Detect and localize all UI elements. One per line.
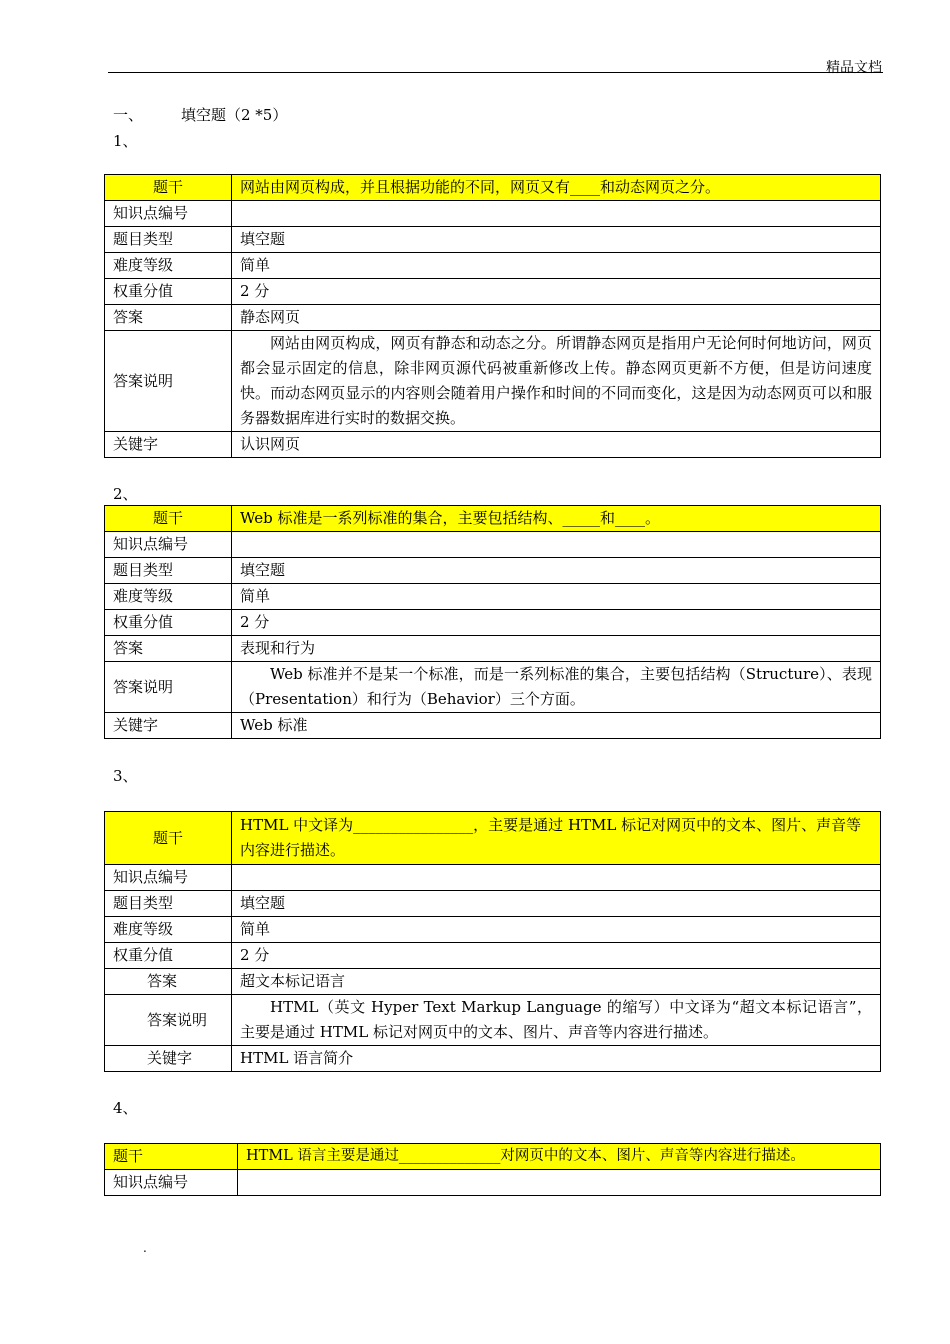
table-row	[105, 662, 881, 713]
row-label: 答案说明	[105, 995, 232, 1046]
row-value: 简单	[232, 253, 881, 279]
row-label: 关键字	[105, 1046, 232, 1072]
row-label: 答案	[105, 636, 232, 662]
table-row	[105, 305, 881, 331]
row-label: 题干	[105, 1144, 238, 1170]
row-value: 填空题	[232, 227, 881, 253]
question-table	[104, 811, 881, 1072]
row-label: 关键字	[105, 432, 232, 458]
header-rule	[108, 72, 883, 73]
table-row	[105, 995, 881, 1046]
row-value: 超文本标记语言	[232, 969, 881, 995]
row-label: 题目类型	[105, 558, 232, 584]
stem-text: HTML 语言主要是通过______________对网页中的文本、图片、声音等内容进行描述。	[238, 1144, 881, 1170]
row-value: HTML 语言简介	[232, 1046, 881, 1072]
question-table	[104, 1143, 881, 1196]
table-row	[105, 558, 881, 584]
row-label: 难度等级	[105, 253, 232, 279]
question-table	[104, 505, 881, 739]
stem-row	[105, 506, 881, 532]
row-label: 权重分值	[105, 943, 232, 969]
question-number: 1、	[113, 132, 138, 150]
question-number: 2、	[113, 485, 138, 503]
table-row	[105, 1046, 881, 1072]
stem-text: 网站由网页构成，并且根据功能的不同，网页又有____和动态网页之分。	[232, 175, 881, 201]
row-label: 权重分值	[105, 279, 232, 305]
row-label: 难度等级	[105, 917, 232, 943]
row-value: 2 分	[232, 610, 881, 636]
table-row	[105, 865, 881, 891]
stem-row	[105, 1144, 881, 1170]
row-value: 认识网页	[232, 432, 881, 458]
question-table	[104, 174, 881, 458]
row-value	[232, 865, 881, 891]
table-row	[105, 1170, 881, 1196]
row-label: 题目类型	[105, 227, 232, 253]
table-row	[105, 253, 881, 279]
row-label: 知识点编号	[105, 1170, 238, 1196]
table-row	[105, 969, 881, 995]
table-row	[105, 584, 881, 610]
table-row	[105, 713, 881, 739]
row-value: 填空题	[232, 891, 881, 917]
row-value	[238, 1170, 881, 1196]
question-number: 4、	[113, 1099, 138, 1117]
row-label: 题目类型	[105, 891, 232, 917]
row-label: 答案说明	[105, 662, 232, 713]
row-label: 题干	[105, 812, 232, 865]
table-row	[105, 279, 881, 305]
row-value: 2 分	[232, 943, 881, 969]
page-header-text: 精品文档	[826, 60, 882, 76]
stem-text: HTML 中文译为________________，主要是通过 HTML 标记对网页中的文本、图片、声音等内容进行描述。	[232, 812, 881, 865]
table-row	[105, 636, 881, 662]
row-value: 网站由网页构成，网页有静态和动态之分。所谓静态网页是指用户无论何时何地访问，网页都会显示固定的信息，除非网页源代码被重新修改上传。静态网页更新不方便，但是访问速度快。而动态网页显示的内容则会随着用户操作和时间的不同而变化，这是因为动态网页可以和服务器数据库进行实时的数据交换。	[232, 331, 881, 432]
footer-dot: .	[143, 1241, 147, 1255]
row-value: Web 标准	[232, 713, 881, 739]
row-value: 表现和行为	[232, 636, 881, 662]
row-label: 知识点编号	[105, 532, 232, 558]
section-heading: 填空题（2 *5）	[181, 106, 288, 124]
row-label: 题干	[105, 506, 232, 532]
row-value: 静态网页	[232, 305, 881, 331]
section-title	[113, 104, 287, 125]
stem-row	[105, 812, 881, 865]
table-row	[105, 917, 881, 943]
row-value: 简单	[232, 584, 881, 610]
section-number: 一、	[113, 106, 144, 124]
row-value: 填空题	[232, 558, 881, 584]
row-value	[232, 532, 881, 558]
row-label: 关键字	[105, 713, 232, 739]
row-value: HTML（英文 Hyper Text Markup Language 的缩写）中文译为“超文本标记语言”，主要是通过 HTML 标记对网页中的文本、图片、声音等内容进行描述。	[232, 995, 881, 1046]
row-label: 答案	[105, 969, 232, 995]
stem-row	[105, 175, 881, 201]
table-row	[105, 227, 881, 253]
row-label: 题干	[105, 175, 232, 201]
table-row	[105, 891, 881, 917]
row-label: 知识点编号	[105, 201, 232, 227]
table-row	[105, 610, 881, 636]
row-value: Web 标准并不是某一个标准，而是一系列标准的集合，主要包括结构（Structure）、表现（Presentation）和行为（Behavior）三个方面。	[232, 662, 881, 713]
stem-text: Web 标准是一系列标准的集合，主要包括结构、_____和____。	[232, 506, 881, 532]
table-row	[105, 201, 881, 227]
table-row	[105, 331, 881, 432]
row-label: 难度等级	[105, 584, 232, 610]
row-value	[232, 201, 881, 227]
row-label: 权重分值	[105, 610, 232, 636]
table-row	[105, 943, 881, 969]
row-value: 2 分	[232, 279, 881, 305]
row-label: 答案	[105, 305, 232, 331]
row-label: 知识点编号	[105, 865, 232, 891]
question-number: 3、	[113, 767, 138, 785]
row-value: 简单	[232, 917, 881, 943]
table-row	[105, 432, 881, 458]
table-row	[105, 532, 881, 558]
row-label: 答案说明	[105, 331, 232, 432]
